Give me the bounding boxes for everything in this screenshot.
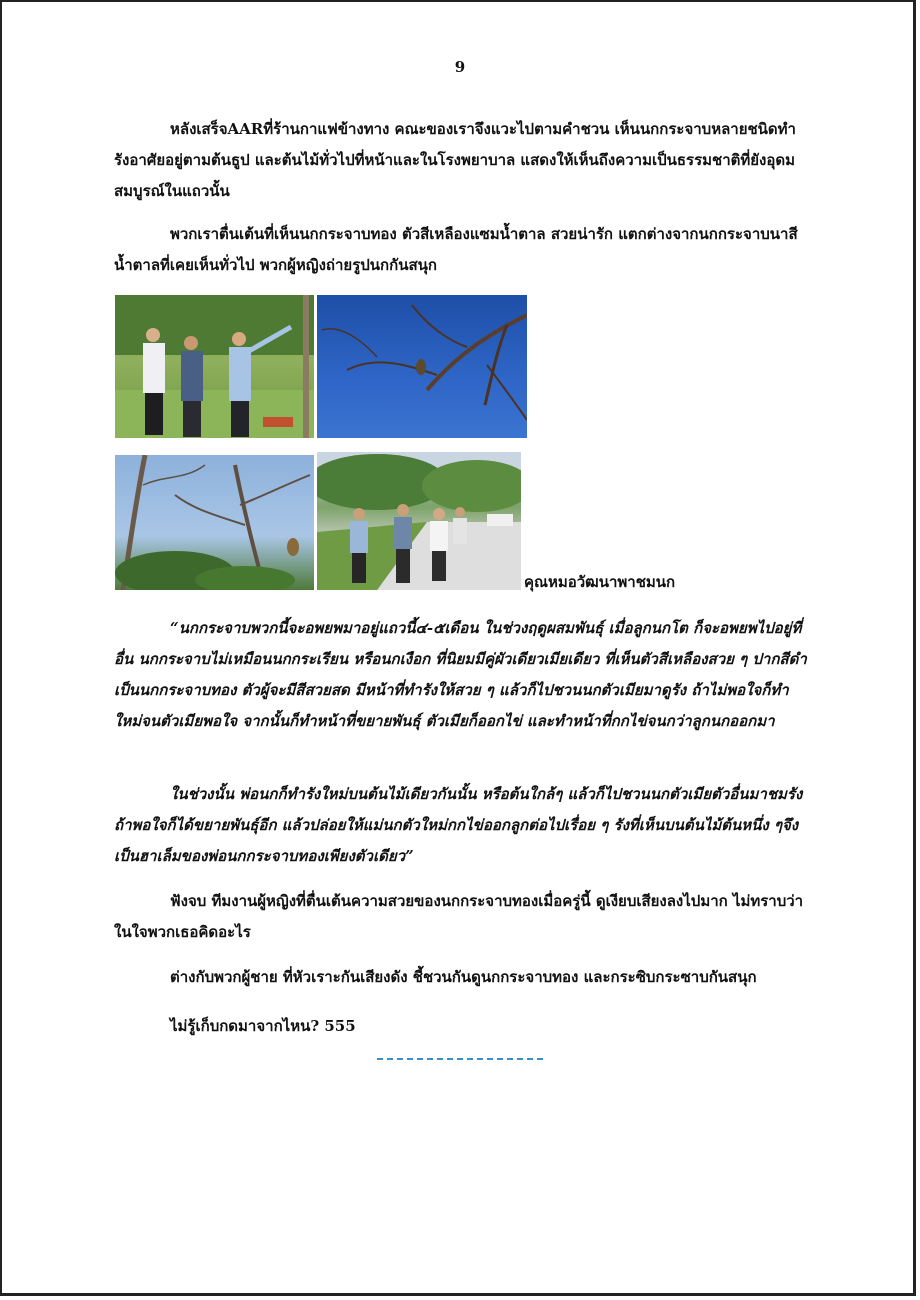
paragraph-1: หลังเสร็จAARที่ร้านกาแฟข้างทาง คณะของเราจึงแวะไปตามคำชวน เห็นนกกระจาบหลายชนิดทำรังอาศัยอยู่ตามต้นธูป และต้นไม้ทั่วไปที่หน้าและในโรงพยาบาล แสดงให้เห็นถึงความเป็นธรรมชาติที่ยังอุดมสมบูรณ์ในแถวนั้น [114, 120, 796, 200]
group-walking-road-photo [317, 452, 521, 590]
men-pointing-at-trees-photo [115, 295, 314, 438]
bird-on-branch-sky-photo [317, 295, 527, 438]
bare-tree-branches-photo [115, 455, 314, 590]
paragraph-6: ต่างกับพวกผู้ชาย ที่หัวเราะกันเสียงดัง ชี้ชวนกันดูนกกระจาบทอง และกระซิบกระซาบกันสนุก [170, 968, 757, 986]
photo-caption: คุณหมอวัฒนาพาชมนก [524, 573, 676, 591]
paragraph-3-quote: “นกกระจาบพวกนี้จะอพยพมาอยู่แถวนี้๔-๕เดือน ในช่วงฤดูผสมพันธุ์ เมื่อลูกนกโต ก็จะอพยพไปอยู่ที่อื่น นกกระจาบไม่เหมือนนกกระเรียน หรือนกเงือก ที่นิยมมีคู่ผัวเดียวเมียเดียว ที่เห็นตัวสีเหลืองสวย ๆ ปากสีดำ เป็นนกกระจาบทอง ตัวผู้จะมีสีสวยสด มีหน้าที่ทำรังให้สวย ๆ แล้วก็ไปชวนนกตัวเมียมาดูรัง ถ้าไม่พอใจก็ทำใหม่จนตัวเมียพอใจ จากนั้นก็ทำหน้าที่ขยายพันธุ์ ตัวเมียก็ออกไข่ และทำหน้าที่กกไข่จนกว่าลูกนกออกมา [114, 619, 807, 730]
page-number: 9 [454, 58, 466, 76]
paragraph-7: ไม่รู้เก็บกดมาจากไหน? 555 [170, 1017, 356, 1035]
paragraph-2: พวกเราตื่นเต้นที่เห็นนกกระจาบทอง ตัวสีเหลืองแซมน้ำตาล สวยน่ารัก แตกต่างจากนกกระจาบนาสีน้ำตาลที่เคยเห็นทั่วไป พวกผู้หญิงถ่ายรูปนกกันสนุก [114, 225, 798, 274]
paragraph-5: ฟังจบ ทีมงานผู้หญิงที่ตื่นเต้นความสวยของนกกระจาบทองเมื่อครู่นี้ ดูเงียบเสียงลงไปมาก ไม่ทราบว่าในใจพวกเธอคิดอะไร [114, 892, 804, 941]
paragraph-4-quote: ในช่วงนั้น พ่อนกก็ทำรังใหม่บนต้นไม้เดียวกันนั้น หรือต้นใกล้ๆ แล้วก็ไปชวนนกตัวเมียตัวอื่นมาชมรัง ถ้าพอใจก็ได้ขยายพันธุ์อีก แล้วปล่อยให้แม่นกตัวใหม่กกไข่ออกลูกต่อไปเรื่อย ๆ รังที่เห็นบนต้นไม้ต้นหนึ่ง ๆจึงเป็นฮาเล็มของพ่อนกกระจาบทองเพียงตัวเดียว” [114, 785, 803, 865]
section-divider [377, 1058, 543, 1060]
